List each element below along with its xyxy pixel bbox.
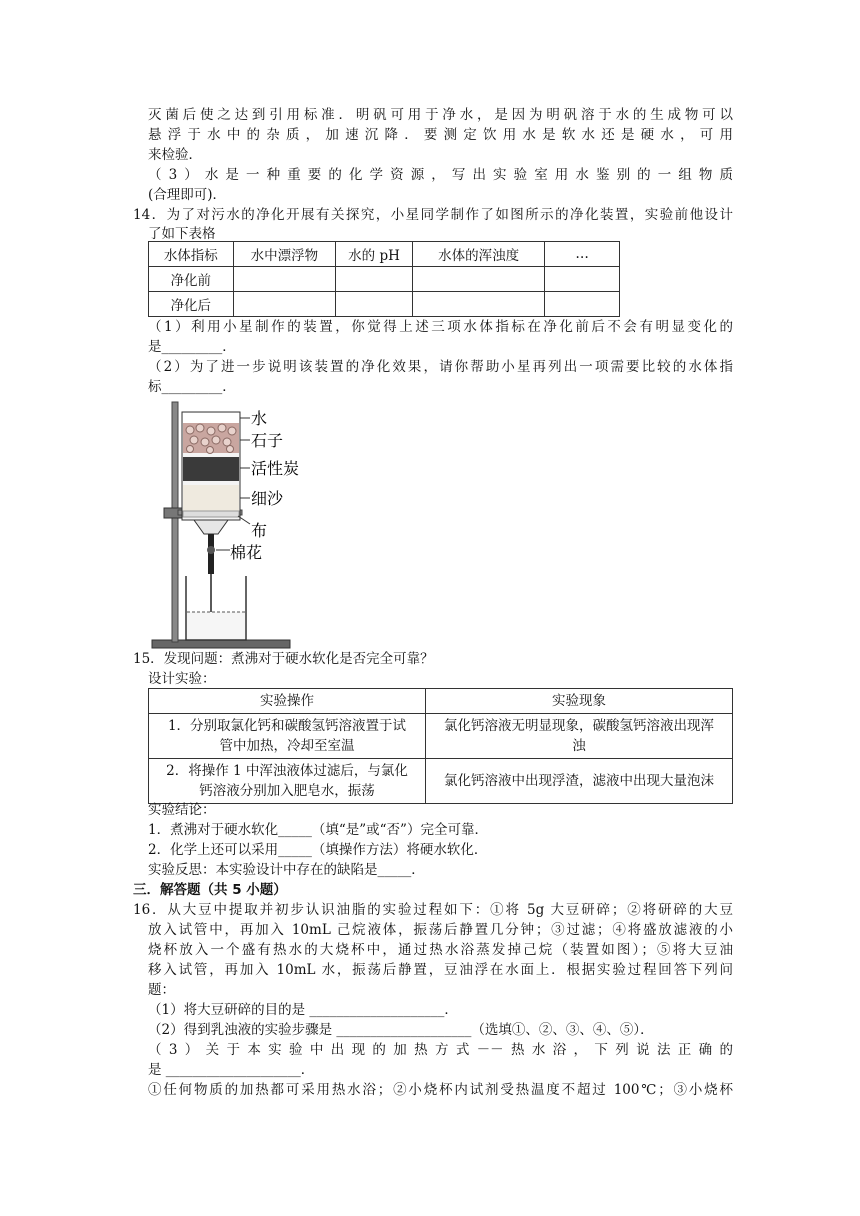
q14-sub1-line-1: （1）利用小星制作的装置，你觉得上述三项水体指标在净化前后不会有明显变化的 [148, 319, 733, 335]
q13-line-2: 悬浮于水中的杂质，加速沉降．要测定饮用水是软水还是硬水，可用 [148, 127, 733, 143]
q13-line-4: （3）水是一种重要的化学资源，写出实验室用水鉴别的一组物质 [148, 167, 733, 183]
water-layer [183, 413, 239, 423]
experiment-table [148, 688, 733, 804]
q16-sub3-line-1: （3）关于本实验中出现的加热方式－－热水浴，下列说法正确的 [148, 1042, 733, 1058]
q13-line-5: (合理即可)． [148, 187, 227, 203]
table-header-cell: 实验现象 [426, 689, 733, 714]
cell-line: 2．将操作 1 中浑浊液体过滤后，与氯化 [166, 763, 408, 779]
table-cell [545, 292, 620, 317]
q13-line-3: 来检验． [148, 147, 202, 163]
q14-sub2-line-1: （2）为了进一步说明该装置的净化效果，请你帮助小星再列出一项需要比较的水体指 [148, 359, 733, 375]
table-header-row [149, 689, 733, 714]
cloth-layer [183, 511, 239, 517]
table-row [149, 714, 733, 759]
q15-design-label: 设计实验： [148, 671, 216, 687]
q16-sub1: （1）将大豆研碎的目的是 ____________________． [148, 1002, 458, 1018]
label-activated-carbon: 活性炭 [251, 459, 300, 478]
sand-layer [183, 485, 239, 511]
label-stone: 石子 [251, 431, 284, 450]
q14-stem-line-1: 14．为了对污水的净化开展有关探究，小星同学制作了如图所示的净化装置，实验前他设计 [133, 207, 733, 223]
q16-stem-line-1: 16．从大豆中提取并初步认识油脂的实验过程如下：①将 5g 大豆研碎；②将研碎的大豆 [133, 902, 733, 918]
q16-sub2: （2）得到乳浊液的实验步骤是 ____________________（选填①、②、③、④、⑤）． [148, 1022, 654, 1038]
phenomenon-cell [426, 759, 733, 804]
table-header-cell: 水中漂浮物 [233, 242, 336, 267]
phenomenon-cell [426, 714, 733, 759]
cell-line: 1．分别取氯化钙和碳酸氢钙溶液置于试 [167, 718, 407, 734]
q15-stem: 15．发现问题：煮沸对于硬水软化是否完全可靠？ [133, 651, 434, 667]
cell-line: 氯化钙溶液无明显现象，碳酸氢钙溶液出现浑 [444, 718, 714, 734]
row-label: 净化前 [149, 267, 234, 292]
filtration-apparatus-figure [150, 400, 310, 652]
table-header-cell: … [545, 242, 620, 267]
row-label: 净化后 [149, 292, 234, 317]
q14-sub1-line-2: 是_________． [148, 339, 236, 355]
carbon-layer [183, 457, 239, 481]
cell-line: 钙溶液分别加入肥皂水，振荡 [199, 783, 375, 799]
q16-sub3-line-3: ①任何物质的加热都可采用热水浴；②小烧杯内试剂受热温度不超过 100℃；③小烧杯 [148, 1082, 733, 1098]
beaker-water [187, 612, 245, 639]
table-cell [336, 267, 413, 292]
label-water: 水 [251, 409, 268, 428]
table-cell [412, 267, 544, 292]
table-cell [545, 267, 620, 292]
table-header-cell: 实验操作 [149, 689, 426, 714]
table-cell [233, 292, 336, 317]
funnel-bottom [194, 520, 228, 534]
q16-stem-line-4: 移入试管，再加入 10mL 水，振荡后静置，豆油浮在水面上．根据实验过程回答下列问 [148, 962, 733, 978]
cell-line: 管中加热，冷却至室温 [219, 738, 355, 754]
table-header-row [149, 242, 620, 267]
q14-stem-line-2: 了如下表格 [148, 226, 216, 242]
table-row [149, 759, 733, 804]
table-row [149, 267, 620, 292]
cell-line: 浊 [572, 738, 586, 754]
q13-line-1: 灭菌后使之达到引用标准．明矾可用于净水，是因为明矾溶于水的生成物可以 [148, 107, 733, 123]
table-header-cell: 水体的浑浊度 [412, 242, 544, 267]
table-cell [412, 292, 544, 317]
table-header-cell: 水体指标 [149, 242, 234, 267]
q15-conclusion-title: 实验结论： [148, 802, 216, 818]
label-cotton: 棉花 [230, 543, 263, 562]
label-fine-sand: 细沙 [251, 489, 284, 508]
cotton-plug [207, 546, 215, 554]
q15-conclusion-1: 1．煮沸对于硬水软化_____（填“是”或“否”）完全可靠． [148, 822, 488, 838]
operation-cell [149, 759, 426, 804]
label-cloth: 布 [251, 521, 268, 540]
operation-cell [149, 714, 426, 759]
water-index-table [148, 241, 620, 317]
cell-line: 氯化钙溶液中出现浮渣，滤液中出现大量泡沫 [444, 773, 714, 789]
table-row [149, 292, 620, 317]
q16-stem-line-5: 题： [148, 982, 175, 998]
section-heading: 三．解答题（共 5 小题） [133, 882, 287, 898]
table-header-cell: 水的 pH [336, 242, 413, 267]
q15-reflection: 实验反思：本实验设计中存在的缺陷是_____． [148, 862, 425, 878]
q16-sub3-line-2: 是 ____________________． [148, 1062, 315, 1078]
q14-sub2-line-2: 标_________． [148, 379, 236, 395]
table-cell [233, 267, 336, 292]
q16-stem-line-2: 放入试管中，再加入 10mL 己烷液体，振荡后静置几分钟；③过滤；④将盛放滤液的小 [148, 922, 733, 938]
q15-conclusion-2: 2．化学上还可以采用_____（填操作方法）将硬水软化． [148, 842, 488, 858]
table-cell [336, 292, 413, 317]
stand-rod [172, 402, 178, 642]
q16-stem-line-3: 烧杯放入一个盛有热水的大烧杯中，通过热水浴蒸发掉己烷（装置如图）；⑤将大豆油 [148, 942, 733, 958]
